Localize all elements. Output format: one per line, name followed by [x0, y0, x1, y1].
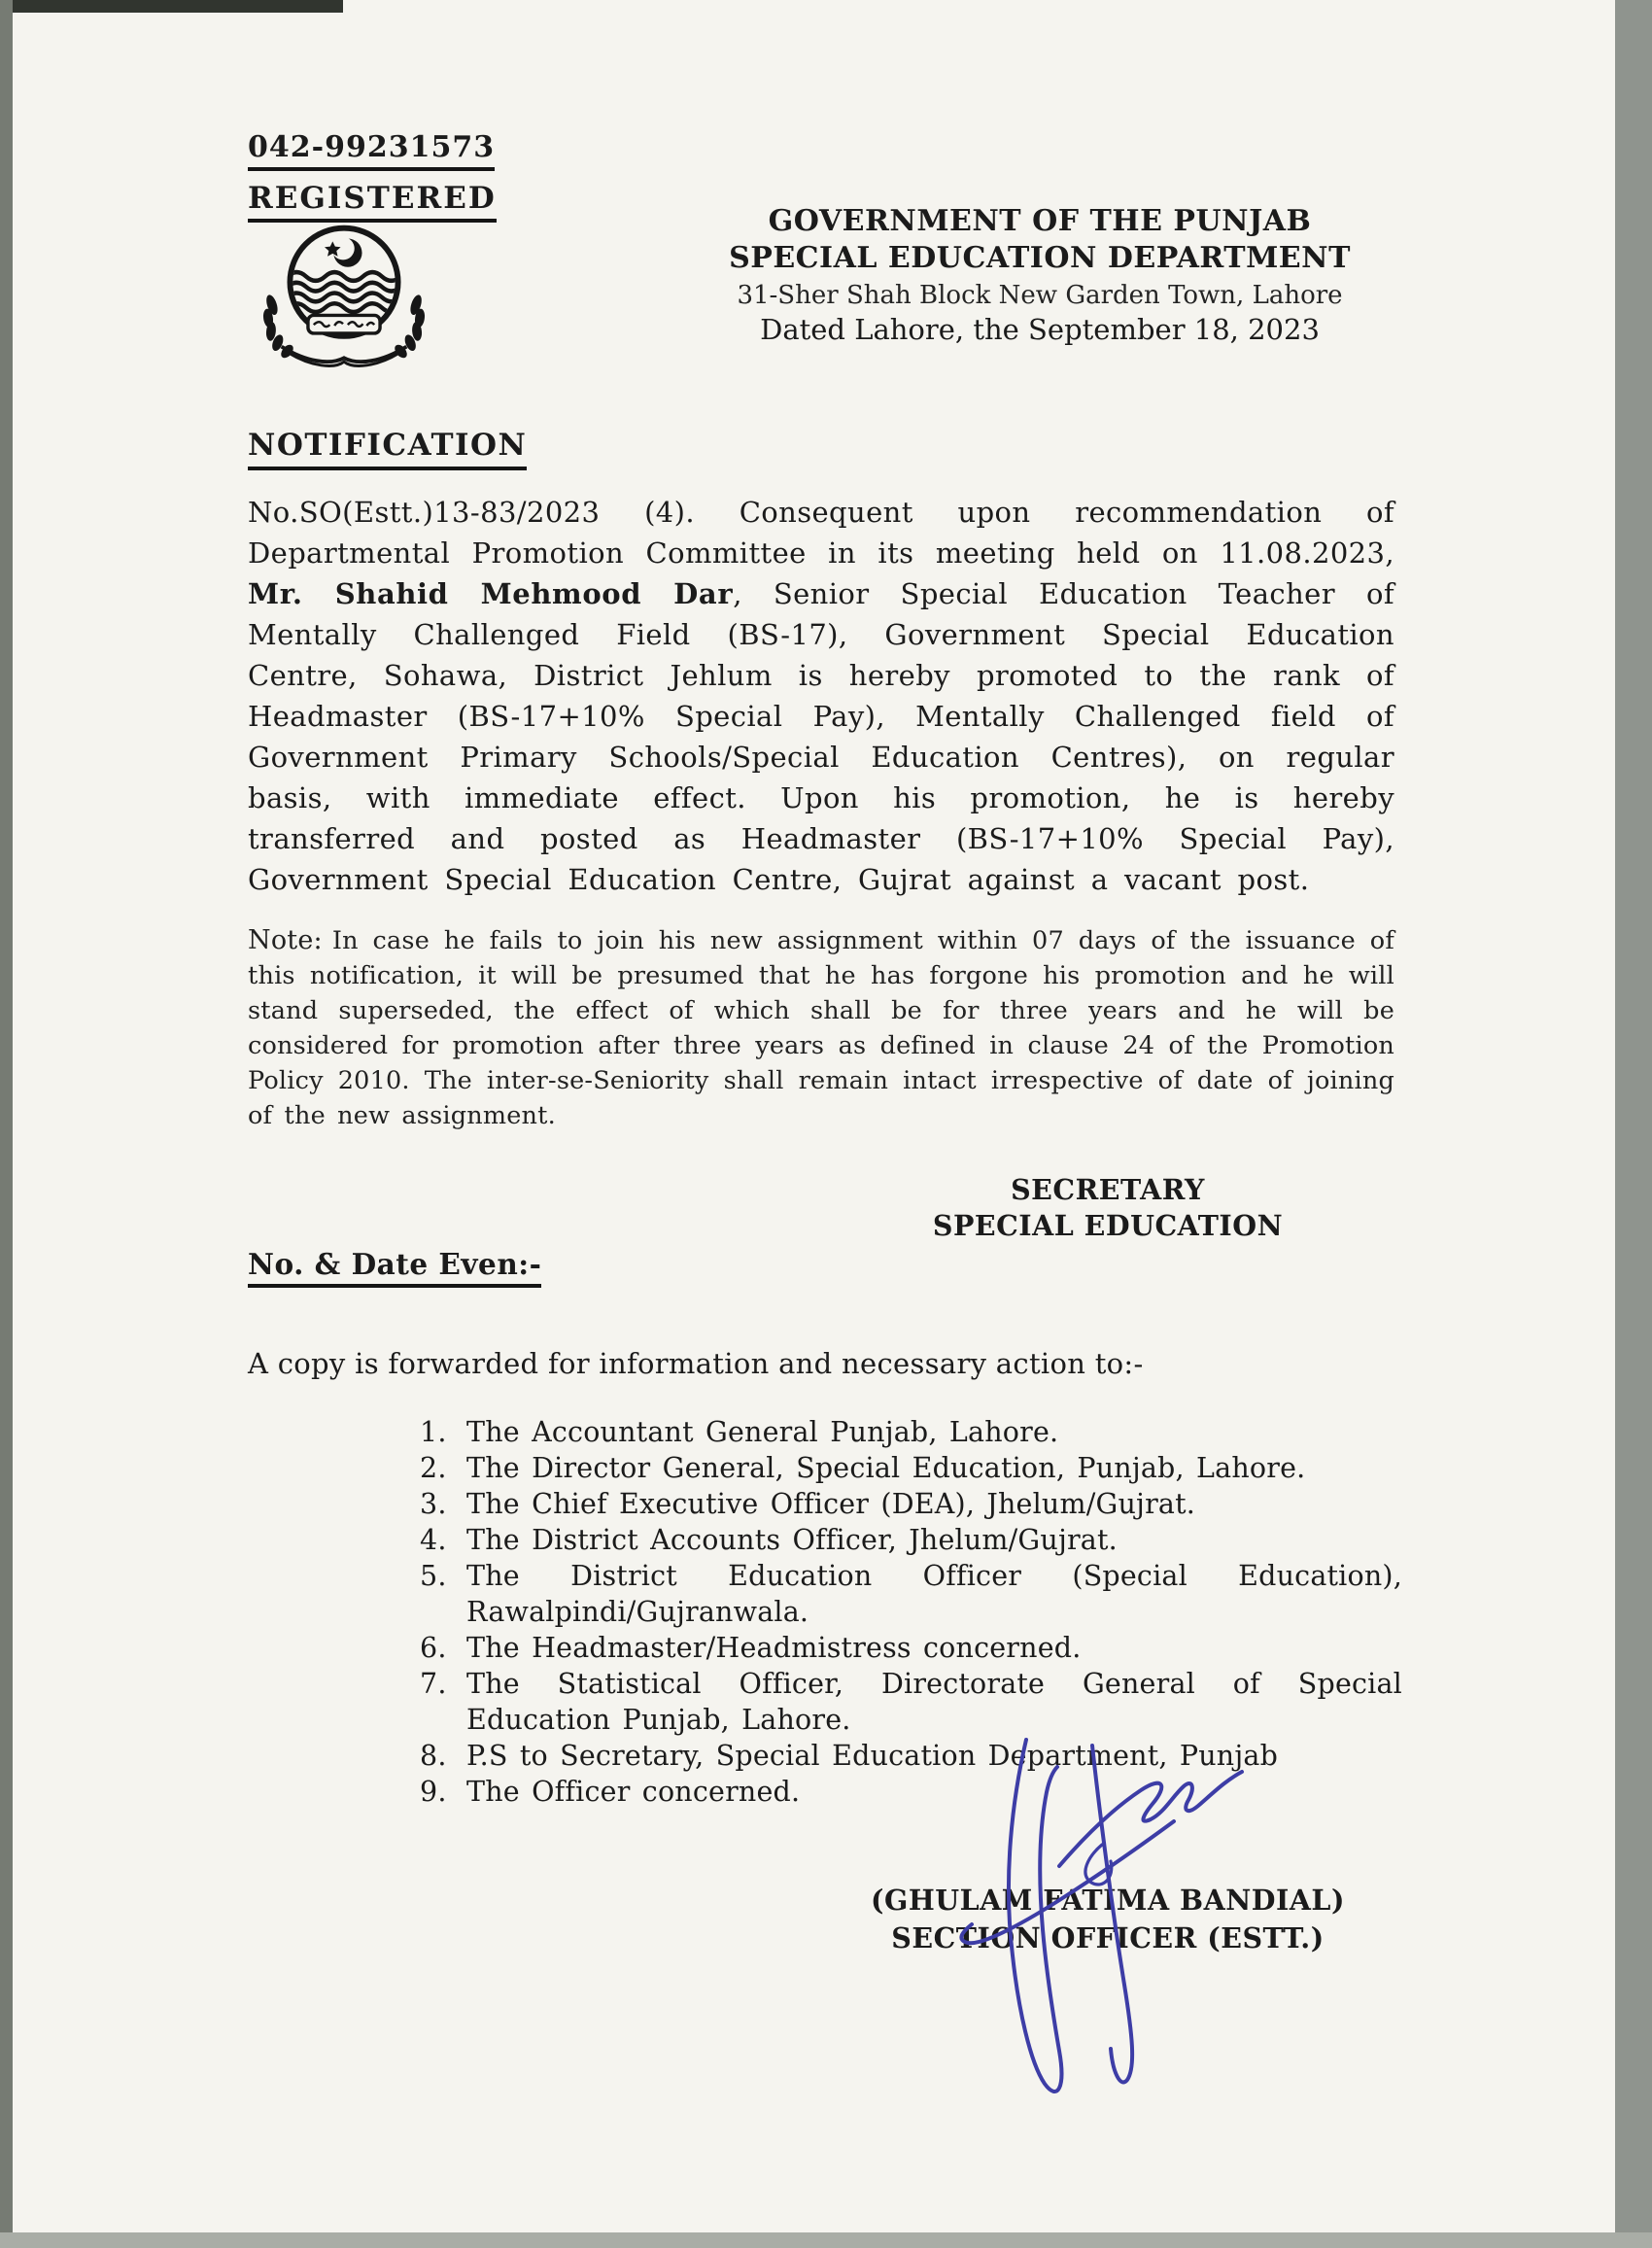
dated-line: Dated Lahore, the September 18, 2023 [760, 313, 1320, 346]
scan-edge-left [0, 0, 13, 2248]
officer-name: Mr. Shahid Mehmood Dar [248, 577, 734, 610]
note-paragraph [248, 923, 1394, 1133]
recipient-item [416, 1522, 1402, 1558]
recipient-item [416, 1414, 1402, 1450]
punjab-emblem-icon [249, 218, 439, 369]
secretary-title-line2: SPECIAL EDUCATION [932, 1209, 1284, 1242]
letterhead-header [671, 204, 1409, 346]
recipient-text: The Statistical Officer, Directorate General of Special Education Punjab, Lahore. [466, 1668, 1402, 1736]
org-address: 31-Sher Shah Block New Garden Town, Lahore [737, 281, 1343, 310]
signatory-title: SECTION OFFICER (ESTT.) [891, 1921, 1325, 1954]
scan-edge-top-bar [13, 0, 343, 13]
scan-edge-right [1615, 0, 1652, 2248]
recipient-text: The Director General, Special Education, Punjab, Lahore. [466, 1452, 1306, 1484]
signatory-name: (GHULAM FATIMA BANDIAL) [871, 1884, 1345, 1917]
org-name-line2: SPECIAL EDUCATION DEPARTMENT [729, 241, 1351, 275]
recipient-text: The Chief Executive Officer (DEA), Jhelum/Gujrat. [466, 1488, 1196, 1520]
recipient-item [416, 1630, 1402, 1666]
org-name-line1: GOVERNMENT OF THE PUNJAB [768, 204, 1312, 238]
forwarding-line: A copy is forwarded for information and necessary action to:- [248, 1347, 1144, 1380]
recipient-item [416, 1450, 1402, 1486]
scan-edge-bottom [0, 2232, 1652, 2248]
note-text: In case he fails to join his new assignment within 07 days of the issuance of this notification, it will be presumed that he has forgone his promotion and he will stand superseded, the effect of which shall be for three years and he will be considered for promotion after three years as defined in clause 24 of the Promotion Policy 2010. The inter-se-Seniority shall remain intact irrespective of date of joining of the new assignment. [248, 926, 1394, 1130]
body-text-after-name: , Senior Special Education Teacher of Mentally Challenged Field (BS-17), Government Special Education Centre, Sohawa, District Jehlum is hereby promoted to the rank of Headmaster (BS-17+10% Special Pay), Mentally Challenged field of Government Primary Schools/Special Education Centres), on regular basis, with immediate effect. Upon his promotion, he is hereby transferred and posted as Headmaster (BS-17+10% Special Pay), Government Special Education Centre, Gujrat against a vacant post. [248, 577, 1394, 896]
recipient-item [416, 1558, 1402, 1630]
registered-stamp: REGISTERED [248, 181, 497, 223]
phone-number: 042-99231573 [248, 130, 495, 171]
recipient-item [416, 1666, 1402, 1738]
secretary-signature-block [855, 1172, 1360, 1244]
secretary-title-line1: SECRETARY [1011, 1173, 1205, 1206]
note-label: Note: [248, 925, 323, 955]
even-number-date-label: No. & Date Even:- [248, 1247, 541, 1288]
recipient-text: P.S to Secretary, Special Education Department, Punjab [466, 1740, 1279, 1772]
recipient-text: The Officer concerned. [466, 1776, 801, 1808]
recipient-text: The District Education Officer (Special Education), Rawalpindi/Gujranwala. [466, 1560, 1402, 1628]
recipient-text: The District Accounts Officer, Jhelum/Gujrat. [466, 1524, 1118, 1556]
recipient-item [416, 1486, 1402, 1522]
notification-body [248, 492, 1394, 900]
body-text-before-name: No.SO(Estt.)13-83/2023 (4). Consequent upon recommendation of Departmental Promotion Committee in its meeting held on 11.08.2023, [248, 496, 1394, 570]
notification-heading: NOTIFICATION [248, 428, 527, 470]
recipient-text: The Accountant General Punjab, Lahore. [466, 1416, 1059, 1448]
signature-ink [912, 1730, 1263, 2119]
recipient-text: The Headmaster/Headmistress concerned. [466, 1632, 1082, 1664]
